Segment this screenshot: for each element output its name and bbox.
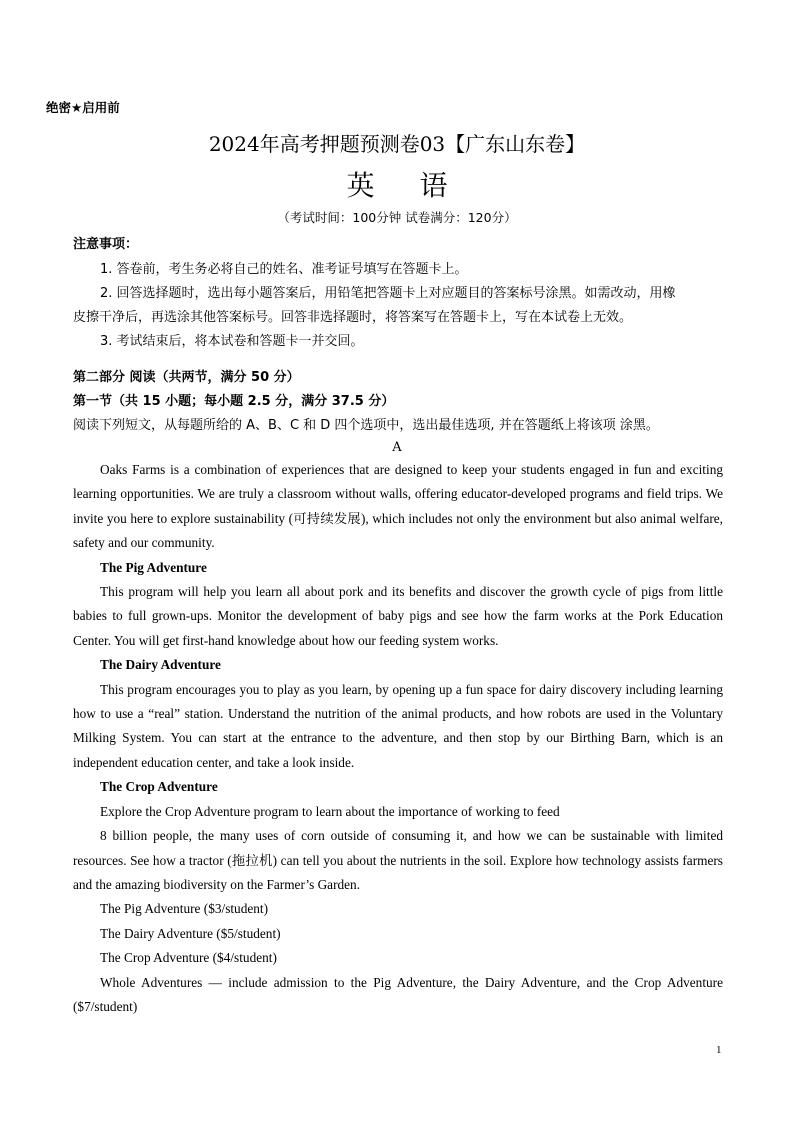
section-title: 第一节（共 15 小题；每小题 2.5 分，满分 37.5 分） bbox=[73, 394, 395, 409]
section-instruction: 阅读下列短文，从每题所给的 A、B、C 和 D 四个选项中，选出最佳选项, 并在答题纸上将该项 涂黑。 bbox=[73, 418, 659, 433]
dairy-heading: The Dairy Adventure bbox=[100, 657, 221, 673]
price-whole: Whole Adventures — include admission to the Pig Adventure, the Dairy Adventure, and the Crop Adventure ($7/student) bbox=[73, 974, 723, 1014]
notice-item-2a: 2. 回答选择题时，选出每小题答案后，用铅笔把答题卡上对应题目的答案标号涂黑。如需改动，用橡 bbox=[100, 286, 676, 301]
passage-letter: A bbox=[392, 440, 402, 455]
notice-item-1: 1. 答卷前，考生务必将自己的姓名、准考证号填写在答题卡上。 bbox=[100, 262, 468, 277]
page-number: 1 bbox=[716, 1044, 722, 1056]
price-crop: The Crop Adventure ($4/student) bbox=[100, 950, 277, 966]
exam-info: （考试时间：100分钟 试卷满分：120分） bbox=[277, 210, 517, 225]
pig-text: This program will help you learn all about pork and its benefits and discover the growth cycle of pigs from little babies to full grown-ups. Monitor the development of baby pigs and see how the farm works at the Pork Education Center. You will get first-hand knowledge about how our feeding system works. bbox=[73, 584, 723, 648]
part-title: 第二部分 阅读（共两节，满分 50 分） bbox=[73, 370, 300, 385]
subject-title: 英 语 bbox=[346, 169, 466, 202]
crop-heading: The Crop Adventure bbox=[100, 779, 218, 795]
crop-text-2: 8 billion people, the many uses of corn outside of consuming it, and how we can be sustainable with limited resources. See how a tractor (拖拉机) can tell you about the nutrients in the soil. Explore how technology assists farmers and the amazing biodiversity on the Farmer’s Garden. bbox=[73, 828, 723, 892]
exam-title: 2024年高考押题预测卷03【广东山东卷】 bbox=[208, 132, 586, 156]
crop-text-1: Explore the Crop Adventure program to learn about the importance of working to feed bbox=[100, 803, 560, 819]
notice-item-2b: 皮擦干净后，再选涂其他答案标号。回答非选择题时，将答案写在答题卡上，写在本试卷上无效。 bbox=[73, 310, 633, 325]
price-dairy: The Dairy Adventure ($5/student) bbox=[100, 925, 281, 941]
notice-title: 注意事项： bbox=[73, 237, 139, 252]
pig-heading: The Pig Adventure bbox=[100, 559, 207, 575]
dairy-text: This program encourages you to play as you learn, by opening up a fun space for dairy discovery including learning how to use a “real” station. Understand the nutrition of the animal products, and how robots are used in the Voluntary Milking System. You can start at the entrance to the adventure, and then stop by our Birthing Barn, which is an independent education center, and take a look inside. bbox=[73, 681, 723, 770]
notice-item-3: 3. 考试结束后，将本试卷和答题卡一并交回。 bbox=[100, 334, 364, 349]
confidential-label: 绝密★启用前 bbox=[46, 100, 120, 115]
price-pig: The Pig Adventure ($3/student) bbox=[100, 901, 269, 917]
passage-body bbox=[73, 458, 723, 1019]
passage-intro: Oaks Farms is a combination of experiences that are designed to keep your students engaged in fun and exciting learning opportunities. We are truly a classroom without walls, offering educator-developed programs and field trips. We invite you here to explore sustainability (可持续发展), which includes not only the environment but also animal welfare, safety and our community. bbox=[73, 462, 723, 551]
